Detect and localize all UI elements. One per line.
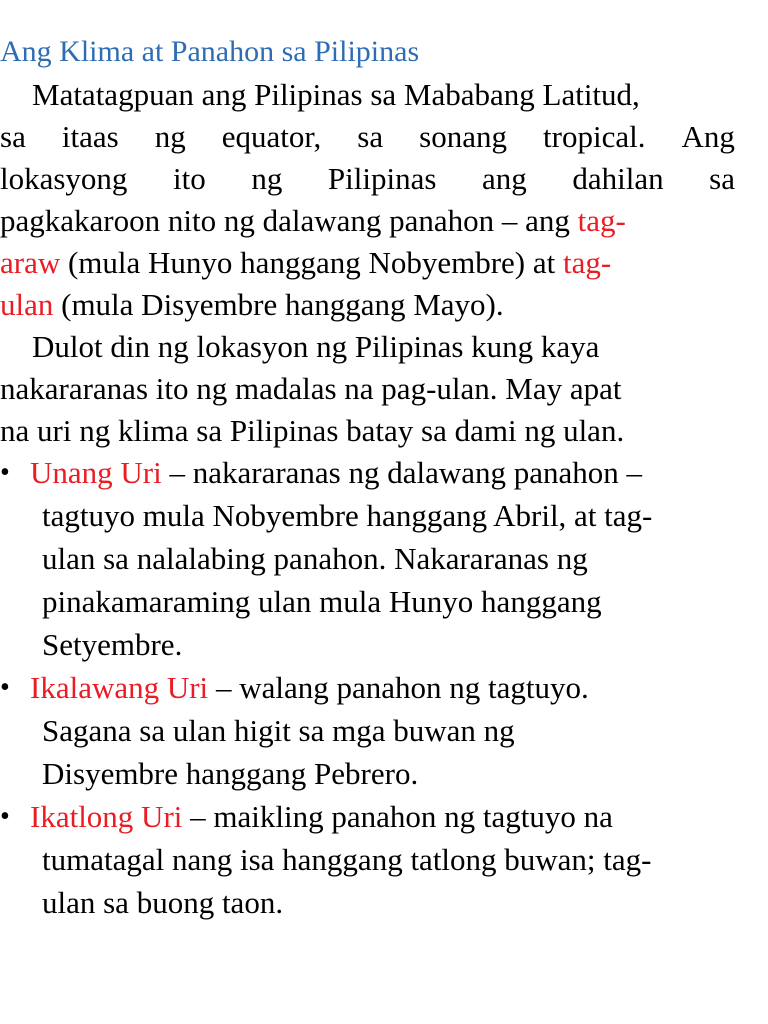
bullet-dot: • <box>0 672 10 703</box>
highlight-term: ulan <box>0 287 54 322</box>
climate-type-term: Unang Uri <box>30 455 162 490</box>
paragraph1-line-5: araw (mula Hunyo hanggang Nobyembre) at tag- <box>0 245 612 280</box>
bullet1-line-4: pinakamaraming ulan mula Hunyo hanggang <box>42 584 602 619</box>
climate-type-term: Ikalawang Uri <box>30 670 209 705</box>
bullet2-line-2: Sagana sa ulan higit sa mga buwan ng <box>42 713 515 748</box>
bullet1-line-5: Setyembre. <box>42 627 183 662</box>
bullet2-line-1: Ikalawang Uri – walang panahon ng tagtuyo. <box>30 670 589 705</box>
paragraph1-line-4: pagkakaroon nito ng dalawang panahon – ang tag- <box>0 203 626 238</box>
bullet-dot: • <box>0 801 10 832</box>
paragraph1-line-2: sa itaas ng equator, sa sonang tropical. Ang <box>0 119 735 154</box>
bullet1-line-2: tagtuyo mula Nobyembre hanggang Abril, at tag- <box>42 498 653 533</box>
paragraph2-line-3: na uri ng klima sa Pilipinas batay sa dami ng ulan. <box>0 413 625 448</box>
page-title: Ang Klima at Panahon sa Pilipinas <box>0 35 420 68</box>
highlight-term: tag- <box>563 245 612 280</box>
bullet3-line-2: tumatagal nang isa hanggang tatlong buwan; tag- <box>42 842 652 877</box>
bullet-dot: • <box>0 457 10 488</box>
climate-type-term: Ikatlong Uri <box>30 799 183 834</box>
bullet2-line-3: Disyembre hanggang Pebrero. <box>42 756 419 791</box>
bullet3-line-1: Ikatlong Uri – maikling panahon ng tagtuyo na <box>30 799 613 834</box>
paragraph1-line-1: Matatagpuan ang Pilipinas sa Mababang Latitud, <box>32 77 640 112</box>
bullet1-line-3: ulan sa nalalabing panahon. Nakararanas ng <box>42 541 588 576</box>
paragraph2-line-2: nakararanas ito ng madalas na pag-ulan. May apat <box>0 371 622 406</box>
paragraph2-line-1: Dulot din ng lokasyon ng Pilipinas kung kaya <box>32 329 600 364</box>
bullet1-line-1: Unang Uri – nakararanas ng dalawang panahon – <box>30 455 643 490</box>
paragraph1-line-6: ulan (mula Disyembre hanggang Mayo). <box>0 287 504 322</box>
highlight-term: araw <box>0 245 61 280</box>
bullet3-line-3: ulan sa buong taon. <box>42 885 284 920</box>
paragraph1-line-3: lokasyong ito ng Pilipinas ang dahilan sa <box>0 161 735 196</box>
highlight-term: tag- <box>577 203 626 238</box>
